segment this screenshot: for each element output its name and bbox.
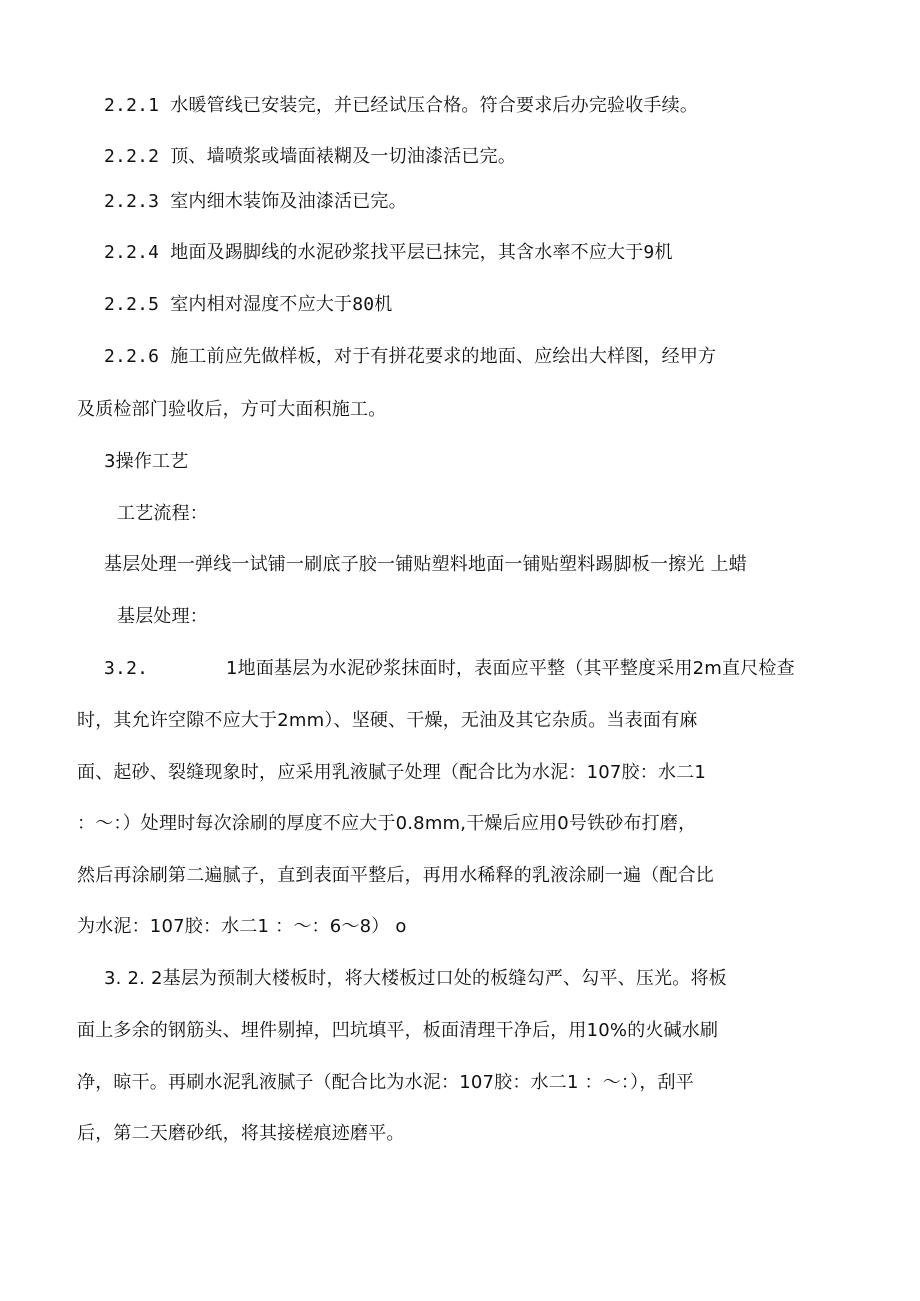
paragraph-2-2-5: 2.2.5 室内相对湿度不应大于80机 bbox=[104, 294, 393, 315]
paragraph-3-2-1-line-3: 面、起砂、裂缝现象时，应采用乳液腻子处理（配合比为水泥：107胶：水二1 bbox=[77, 762, 707, 783]
paragraph-3-2-2-line-1: 3. 2. 2基层为预制大楼板时，将大楼板过口处的板缝勾严、勾平、压光。将板 bbox=[104, 968, 727, 989]
paragraph-3-2-1-line-5: 然后再涂刷第二遍腻子，直到表面平整后，再用水稀释的乳液涂刷一遍（配合比 bbox=[77, 865, 714, 886]
process-flow-text: 基层处理一弹线一试铺一刷底子胶一铺贴塑料地面一铺贴塑料踢脚板一擦光 上蜡 bbox=[104, 554, 747, 575]
paragraph-3-2-1-line-1: 1地面基层为水泥砂浆抹面时，表面应平整（其平整度采用2m直尺检查 bbox=[226, 658, 795, 679]
paragraph-2-2-2: 2.2.2 顶、墙喷浆或墙面裱糊及一切油漆活已完。 bbox=[104, 146, 517, 167]
paragraph-2-2-4: 2.2.4 地面及踢脚线的水泥砂浆找平层已抹完，其含水率不应大于9机 bbox=[104, 242, 673, 263]
paragraph-2-2-6-continued: 及质检部门验收后，方可大面积施工。 bbox=[77, 399, 387, 420]
paragraph-3-2-2-line-2: 面上多余的钢筋头、埋件剔掉，凹坑填平，板面清理干净后，用10%的火碱水刷 bbox=[77, 1020, 719, 1041]
paragraph-number-3-2: 3.2. bbox=[104, 658, 149, 679]
paragraph-3-2-2-line-3: 净，晾干。再刷水泥乳液腻子（配合比为水泥：107胶：水二1 ：～：），刮平 bbox=[77, 1072, 694, 1093]
subheading-base-treatment: 基层处理： bbox=[117, 606, 208, 627]
paragraph-3-2-1-line-2: 时，其允许空隙不应大于2mm）、坚硬、干燥，无油及其它杂质。当表面有麻 bbox=[77, 710, 698, 731]
paragraph-3-2-1-line-6: 为水泥：107胶：水二1 ：～：6～8） o bbox=[77, 916, 407, 937]
paragraph-2-2-3: 2.2.3 室内细木装饰及油漆活已完。 bbox=[104, 191, 407, 212]
paragraph-3-2-2-line-4: 后，第二天磨砂纸，将其接槎痕迹磨平。 bbox=[77, 1123, 405, 1144]
paragraph-3-2-1-line-4: ：～：）处理时每次涂刷的厚度不应大于0.8mm,干燥后应用0号铁砂布打磨， bbox=[77, 813, 697, 834]
section-heading: 3操作工艺 bbox=[104, 451, 189, 472]
subheading-process-flow: 工艺流程： bbox=[117, 503, 208, 524]
paragraph-2-2-6: 2.2.6 施工前应先做样板，对于有拼花要求的地面、应绘出大样图，经甲方 bbox=[104, 346, 717, 367]
paragraph-2-2-1: 2.2.1 水暖管线已安装完，并已经试压合格。符合要求后办完验收手续。 bbox=[104, 95, 699, 116]
